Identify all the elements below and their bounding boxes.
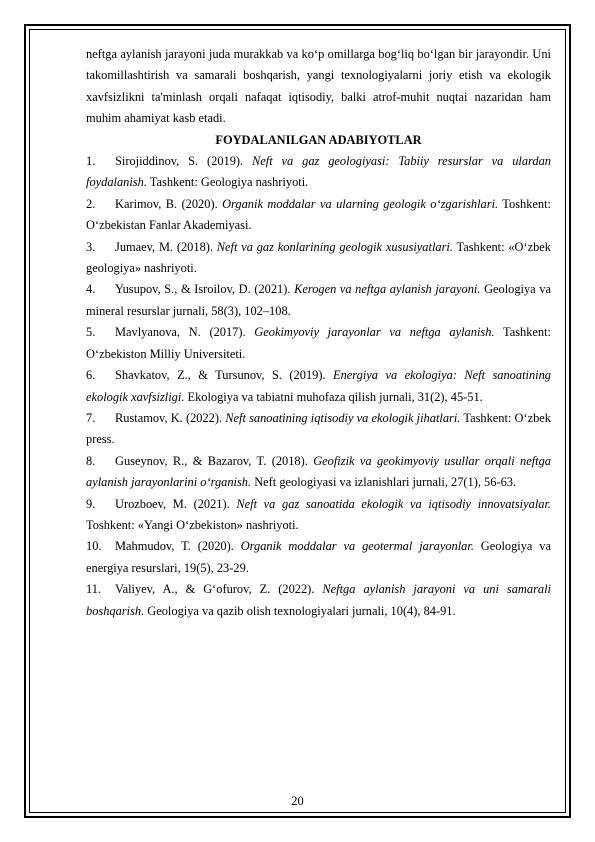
reference-source: Toshkent: O‘zbekistan Fanlar Akademiyasi. — [86, 196, 551, 233]
reference-authors: Mahmudov, T. (2020). — [115, 539, 241, 554]
reference-item — [86, 279, 551, 322]
reference-number: 5. — [86, 325, 96, 340]
reference-item — [86, 151, 551, 194]
reference-item — [86, 194, 551, 237]
reference-title: Organik moddalar va geotermal jarayonlar. — [240, 539, 474, 554]
reference-number: 11. — [86, 582, 102, 597]
reference-source: Tashkent: Geologiya nashriyoti. — [146, 175, 309, 190]
reference-item — [86, 536, 551, 579]
reference-title: Organik moddalar va ularning geologik o‘zgarishlari. — [222, 196, 499, 211]
reference-source: Tashkent: O‘zbek press. — [86, 410, 552, 447]
reference-title: Neft va gaz sanoatida ekologik va iqtisodiy innovatsiyalar. — [236, 496, 552, 511]
reference-source: Geologiya va energiya resurslari, 19(5), 23-29. — [86, 539, 551, 575]
reference-source: Neft geologiyasi va izlanishlari jurnali, 27(1), 56-63. — [251, 475, 517, 490]
reference-item — [86, 579, 551, 622]
reference-item — [86, 237, 551, 280]
reference-authors: Guseynov, R., & Bazarov, T. (2018). — [115, 453, 314, 468]
reference-authors: Shavkatov, Z., & Tursunov, S. (2019). — [115, 368, 334, 383]
reference-source: Tashkent: «O‘zbek geologiya» nashriyoti. — [86, 239, 551, 276]
reference-authors: Karimov, B. (2020). — [115, 196, 223, 211]
reference-number: 2. — [86, 196, 96, 211]
reference-item — [86, 494, 551, 537]
reference-authors: Yusupov, S., & Isroilov, D. (2021). — [115, 282, 295, 297]
reference-authors: Mavlyanova, N. (2017). — [115, 325, 255, 340]
reference-source: Toshkent: «Yangi O‘zbekiston» nashriyoti. — [86, 517, 299, 532]
reference-number: 3. — [86, 239, 96, 254]
intro-paragraph: neftga aylanish jarayoni juda murakkab va ko‘p omillarga bog‘liq bo‘lgan bir jarayondir. Uni takomillashtirish va samarali boshqarish, yangi texnologiyalarni joriy etish va ekologik xavfsizlikni ta'minlash orqali nafaqat iqtisodiy, balki atrof-muhit nuqtai nazaridan ham muhim ahamiyat kasb etadi. — [86, 47, 551, 126]
reference-title: Geokimyoviy jarayonlar va neftga aylanish. — [254, 325, 495, 340]
reference-number: 8. — [86, 453, 96, 468]
reference-number: 4. — [86, 282, 96, 297]
reference-title: Neftga aylanish jarayoni va uni samarali boshqarish. — [86, 582, 551, 618]
reference-title: Energiya va ekologiya: Neft sanoatining ekologik xavfsizligi. — [86, 368, 551, 404]
page-content — [86, 44, 551, 622]
reference-source: Geologiya va mineral resurslar jurnali, 58(3), 102–108. — [86, 282, 551, 318]
reference-number: 6. — [86, 368, 96, 383]
reference-item — [86, 451, 551, 494]
reference-source: Tashkent: O‘zbekiston Milliy Universiteti. — [86, 325, 551, 361]
reference-item — [86, 365, 551, 408]
reference-list — [86, 151, 551, 622]
reference-title: Neft sanoatining iqtisodiy va ekologik jihatlari. — [225, 410, 461, 425]
reference-authors: Sirojiddinov, S. (2019). — [115, 154, 253, 169]
reference-authors: Urozboev, M. (2021). — [115, 496, 237, 511]
reference-number: 1. — [86, 154, 96, 169]
reference-source: Ekologiya va tabiatni muhofaza qilish jurnali, 31(2), 45-51. — [184, 389, 483, 404]
reference-title: Neft va gaz geologiyasi: Tabiiy resurslar va ulardan foydalanish. — [86, 154, 551, 190]
reference-number: 7. — [86, 410, 96, 425]
reference-title: Kerogen va neftga aylanish jarayoni. — [294, 282, 481, 297]
reference-number: 9. — [86, 496, 96, 511]
reference-source: Geologiya va qazib olish texnologiyalari jurnali, 10(4), 84-91. — [144, 603, 456, 618]
references-heading: FOYDALANILGAN ADABIYOTLAR — [215, 132, 422, 147]
reference-title: Geofizik va geokimyoviy usullar orqali neftga aylanish jarayonlarini o‘rganish. — [86, 453, 551, 490]
reference-item — [86, 408, 551, 451]
reference-item — [86, 322, 551, 365]
reference-title: Neft va gaz konlarining geologik xususiyatlari. — [216, 239, 453, 254]
reference-authors: Valiyev, A., & G‘ofurov, Z. (2022). — [115, 582, 323, 597]
page-number: 20 — [291, 794, 304, 808]
reference-authors: Jumaev, M. (2018). — [115, 239, 217, 254]
reference-authors: Rustamov, K. (2022). — [115, 410, 226, 425]
reference-number: 10. — [86, 539, 102, 554]
